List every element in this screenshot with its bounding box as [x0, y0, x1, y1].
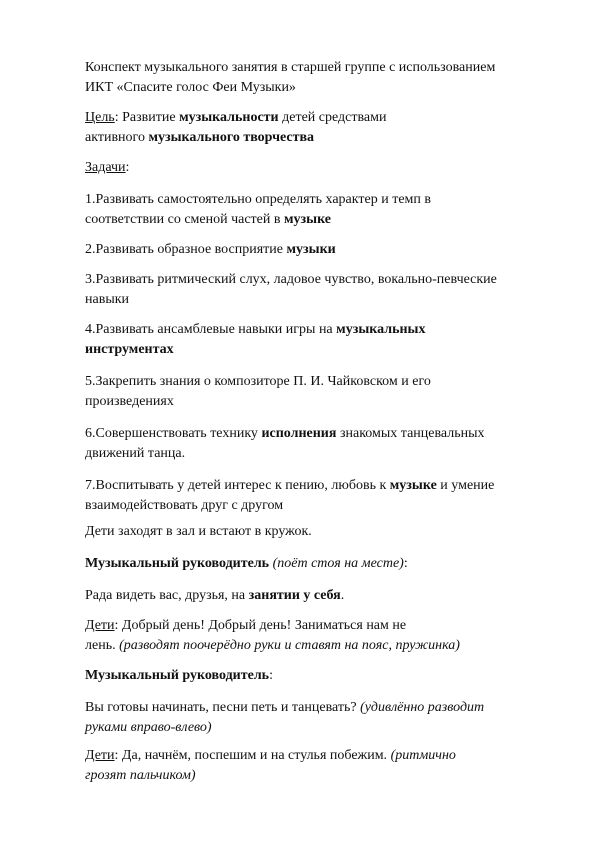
kids-1-text: : Добрый день! Добрый день! Заниматься нам не — [114, 618, 407, 633]
speaker-music-director-2: Музыкальный руководитель — [85, 668, 270, 683]
task-5-line-1: 5.Закрепить знания о композиторе П. И. Чайковском и его — [85, 374, 431, 389]
speaker-music-director: Музыкальный руководитель — [85, 556, 270, 571]
goal-paragraph — [85, 108, 565, 148]
document-title — [85, 58, 565, 98]
task-2-text: 2.Развивать образное восприятие — [85, 242, 287, 257]
task-7 — [85, 476, 565, 516]
task-4-bold: музыкальных — [336, 322, 426, 337]
task-6 — [85, 424, 565, 464]
kids-line-1 — [85, 616, 565, 656]
task-1-line-2: соответствии со сменой частей в — [85, 212, 284, 227]
task-4-line-2: инструментах — [85, 342, 174, 357]
music-director-line-1 — [85, 554, 565, 574]
tasks-colon: : — [125, 160, 130, 175]
greeting-bold: занятии у себя — [248, 588, 341, 603]
ready-stage-line-2: руками вправо-влево) — [85, 720, 212, 735]
task-7-line-1-c: и умение — [436, 478, 495, 493]
speaker-colon-2: : — [269, 668, 273, 683]
task-6-bold: исполнения — [261, 426, 337, 441]
tasks-label: Задачи — [85, 160, 126, 175]
greeting-line — [85, 586, 565, 606]
ready-text: Вы готовы начинать, песни петь и танцевать? — [85, 700, 361, 715]
title-line-1: Конспект музыкального занятия в старшей группе с использованием — [85, 60, 496, 75]
greeting-end: . — [340, 588, 345, 603]
music-director-line-2 — [85, 666, 565, 686]
task-3-line-1: 3.Развивать ритмический слух, ладовое чувство, вокально-певческие — [85, 272, 497, 287]
greeting-text: Рада видеть вас, друзья, на — [85, 588, 249, 603]
kids-2-stage-line-2: грозят пальчиком) — [85, 768, 196, 783]
script-intro: Дети заходят в зал и встают в кружок. — [85, 524, 312, 539]
goal-label: Цель — [85, 110, 115, 125]
speaker-kids-2: Дети — [85, 748, 115, 763]
stage-direction: (поёт стоя на месте) — [269, 556, 404, 571]
task-5 — [85, 372, 565, 412]
goal-text-bold: музыкальности — [179, 110, 279, 125]
goal-text-c: детей средствами — [278, 110, 387, 125]
task-1-line-1: 1.Развивать самостоятельно определять характер и темп в — [85, 192, 432, 207]
task-2 — [85, 240, 565, 260]
goal-line2-bold: музыкального творчества — [148, 130, 315, 145]
ready-line — [85, 698, 565, 738]
kids-1-stage: (разводят поочерёдно руки и ставят на пояс, пружинка) — [119, 638, 460, 653]
kids-1-line-2: лень. — [85, 638, 120, 653]
task-4 — [85, 320, 565, 360]
task-4-line-1: 4.Развивать ансамблевые навыки игры на — [85, 322, 337, 337]
task-6-line-1-c: знакомых танцевальных — [336, 426, 485, 441]
task-1 — [85, 190, 565, 230]
kids-line-2 — [85, 746, 565, 786]
kids-2-stage: (ритмично — [390, 748, 456, 763]
task-1-bold: музыке — [284, 212, 332, 227]
task-3 — [85, 270, 565, 310]
task-6-line-2: движений танца. — [85, 446, 186, 461]
task-7-bold: музыке — [389, 478, 437, 493]
task-2-bold: музыки — [286, 242, 336, 257]
tasks-heading — [85, 158, 565, 178]
kids-2-text: : Да, начнём, поспешим и на стулья побежим. — [114, 748, 391, 763]
goal-separator: : — [114, 110, 123, 125]
title-line-2: ИКТ «Спасите голос Феи Музыки» — [85, 80, 296, 95]
speaker-kids: Дети — [85, 618, 115, 633]
task-7-line-2: взаимодействовать друг с другом — [85, 498, 284, 513]
task-3-line-2: навыки — [85, 292, 130, 307]
task-6-line-1-a: 6.Совершенствовать технику — [85, 426, 262, 441]
goal-line2-a: активного — [85, 130, 149, 145]
task-7-line-1-a: 7.Воспитывать у детей интерес к пению, любовь к — [85, 478, 390, 493]
ready-stage: (удивлённо разводит — [360, 700, 485, 715]
task-5-line-2: произведениях — [85, 394, 174, 409]
goal-text-a: Развитие — [122, 110, 180, 125]
speaker-colon: : — [403, 556, 408, 571]
